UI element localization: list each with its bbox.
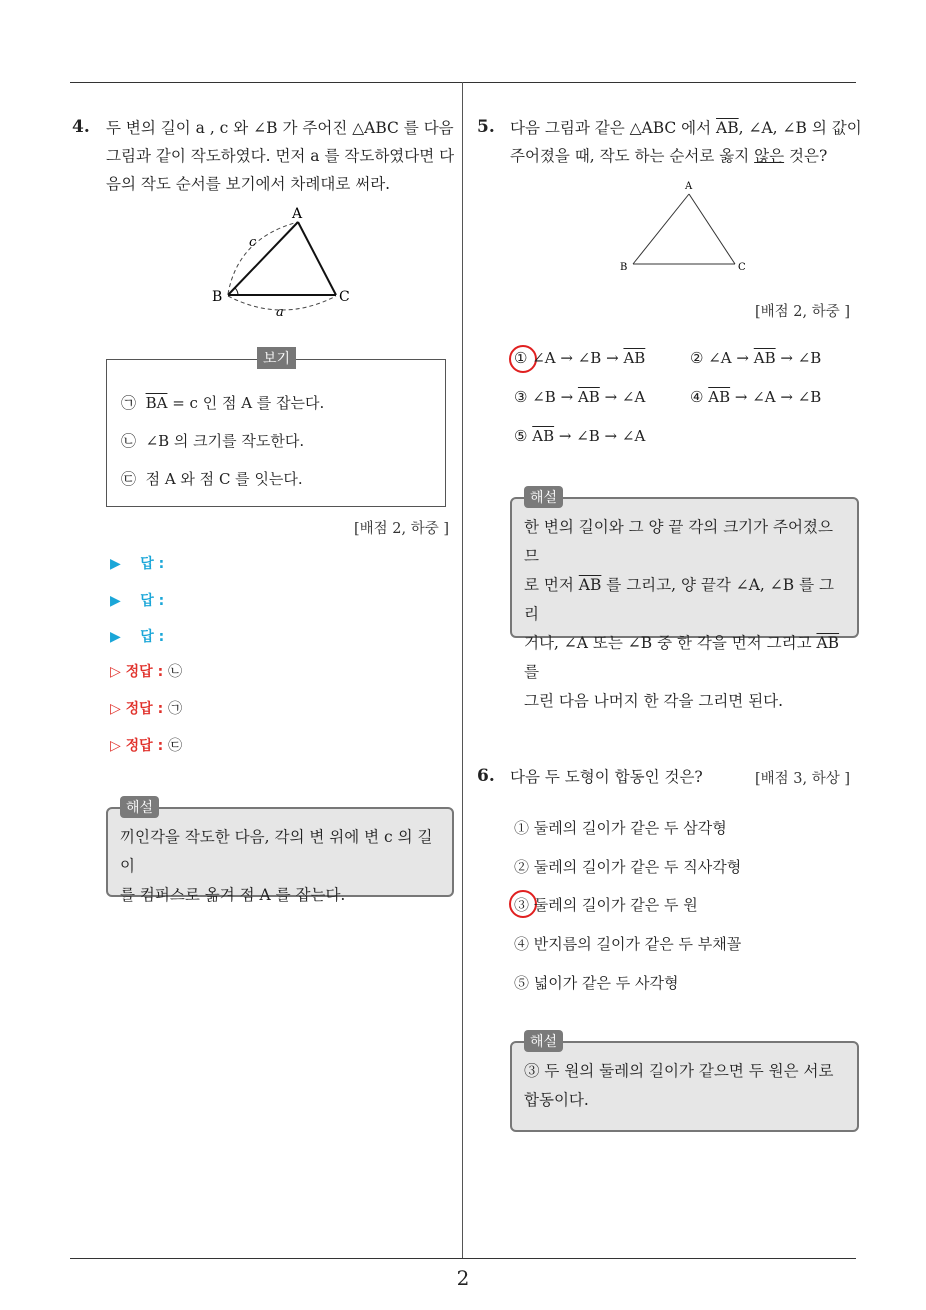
- q5-line-1-b: , ∠A, ∠B 의 값이: [738, 119, 862, 137]
- outline-arrow-icon: ▷: [110, 664, 121, 680]
- q4-label-b-vertex: B: [212, 289, 223, 305]
- q4-bogi-item-2: [121, 430, 304, 451]
- q6-explain-line-2: 합동이다.: [524, 1091, 589, 1109]
- q5-explain-text: [524, 513, 847, 716]
- q5-explain-line-2: [524, 571, 847, 629]
- q6-explain-text: [524, 1057, 847, 1115]
- q5-line-2-underline: 않은: [754, 147, 785, 165]
- q4-number: 4.: [72, 117, 90, 137]
- q5-option-1-text: ∠A → ∠B →: [532, 349, 624, 367]
- q4-correct-value-1: ㉡: [168, 664, 183, 680]
- q5-side-ac: [689, 194, 735, 264]
- q5-option-2-text: ∠A →: [708, 349, 754, 367]
- q5-label-c: C: [738, 262, 746, 273]
- q5-explain-line-3-b: 를: [524, 663, 539, 681]
- q5-explain-line-2-b: 를 그리고, 양 끝각 ∠A, ∠B 를 그리: [524, 576, 834, 623]
- q5-line-1-a: 다음 그림과 같은 △ABC 에서: [510, 119, 717, 137]
- q5-line-2: [510, 142, 862, 170]
- q5-explain-box: [510, 490, 859, 710]
- q5-option-3-text: ∠B →: [532, 388, 578, 406]
- q5-line-1-overline: $\overline{AB}$: [716, 119, 739, 137]
- q5-option-4-overline: $\overline{AB}$: [708, 388, 731, 406]
- q4-bogi-text-3: 점 A 와 점 C 를 잇는다.: [145, 470, 303, 488]
- q6-option-1[interactable]: ① 둘레의 길이가 같은 두 삼각형: [514, 819, 727, 837]
- q4-explain-line-2: 를 컴퍼스로 옮겨 점 A 를 잡는다.: [120, 886, 346, 904]
- q4-side-ba: [228, 222, 298, 295]
- q5-option-2-overline: $\overline{AB}$: [753, 349, 776, 367]
- q4-answer-label-1: 답 :: [140, 556, 165, 572]
- q4-line-3: 음의 작도 순서를 보기에서 차례대로 써라.: [106, 175, 391, 193]
- q5-option-5-overline: $\overline{AB}$: [532, 427, 555, 445]
- q5-option-1-number: ①: [514, 349, 528, 367]
- q5-option-1[interactable]: [514, 349, 645, 367]
- q4-explain-label: 해설: [120, 796, 159, 818]
- q4-correct-label-3: 정답 :: [125, 738, 164, 754]
- q4-label-c-side: c: [249, 235, 257, 250]
- q4-answer-label-2: 답 :: [140, 593, 165, 609]
- outline-arrow-icon: ▷: [110, 701, 121, 717]
- q6-option-4[interactable]: ④ 반지름의 길이가 같은 두 부채꼴: [514, 935, 742, 953]
- q5-option-3-tail: → ∠A: [599, 388, 646, 406]
- q4-correct-row-2: [110, 698, 182, 718]
- q5-explain-label: 해설: [524, 486, 563, 508]
- q4-bogi-label: 보기: [257, 347, 296, 369]
- q6-number: 6.: [477, 766, 495, 786]
- q4-bogi-item-3: [121, 468, 303, 489]
- q5-label-b: B: [620, 262, 628, 273]
- q4-answer-row-1: [110, 553, 164, 573]
- play-arrow-icon: ▶: [110, 593, 121, 609]
- q5-triangle-figure: [615, 178, 755, 273]
- q4-bogi-mark-1: ㉠: [121, 394, 137, 412]
- q5-option-3-overline: $\overline{AB}$: [577, 388, 600, 406]
- play-arrow-icon: ▶: [110, 556, 121, 572]
- q5-option-2[interactable]: [690, 349, 821, 367]
- q4-line-2: 그림과 같이 작도하였다. 먼저 a 를 작도하였다면 다: [106, 147, 455, 165]
- q4-score: [배점 2, 하중 ]: [354, 521, 450, 537]
- q5-explain-line-2-overline: $\overline{AB}$: [578, 576, 602, 594]
- q5-option-5-tail: → ∠B → ∠A: [554, 427, 646, 445]
- q4-answer-row-2: [110, 590, 164, 610]
- q4-angle-b-mark: [235, 288, 238, 295]
- q4-correct-label-2: 정답 :: [125, 701, 164, 717]
- q5-line-2-a: 주어졌을 때, 작도 하는 순서로 옳지: [510, 147, 755, 165]
- q4-bogi-mark-3: ㉢: [121, 470, 137, 488]
- q4-bogi-item-1: [121, 392, 324, 413]
- q5-line-2-b: 것은?: [784, 147, 828, 165]
- q4-correct-row-1: [110, 661, 182, 681]
- q6-explain-line-1: ③ 두 원의 둘레의 길이가 같으면 두 원은 서로: [524, 1062, 834, 1080]
- q5-explain-line-2-a: 로 먼저: [524, 576, 579, 594]
- q4-explain-line-1: 끼인각을 작도한 다음, 각의 변 위에 변 c 의 길이: [120, 828, 433, 875]
- q4-explain-text: [120, 823, 442, 910]
- q5-number: 5.: [477, 117, 495, 137]
- q4-question: [106, 114, 454, 198]
- q6-score: [배점 3, 하상 ]: [755, 771, 851, 787]
- q4-answer-label-3: 답 :: [140, 629, 165, 645]
- q5-option-4-tail: → ∠A → ∠B: [730, 388, 822, 406]
- q5-option-4-number: ④: [690, 388, 704, 406]
- q5-option-5-number: ⑤: [514, 427, 528, 445]
- q5-option-2-number: ②: [690, 349, 704, 367]
- q4-bogi-mark-2: ㉡: [121, 432, 137, 450]
- q5-side-ab: [633, 194, 689, 264]
- q4-bogi-text-1: = c 인 점 A 를 잡는다.: [167, 394, 325, 412]
- q5-explain-line-1: 한 변의 길이와 그 양 끝 각의 크기가 주어졌으므: [524, 518, 833, 565]
- q4-correct-label-1: 정답 :: [125, 664, 164, 680]
- q4-label-c-vertex: C: [339, 289, 350, 305]
- q5-explain-line-3: [524, 629, 847, 687]
- q4-correct-value-3: ㉢: [168, 738, 183, 754]
- q4-label-a-side: a: [276, 305, 284, 320]
- q5-option-3[interactable]: [514, 388, 645, 406]
- q4-bogi-text-2: ∠B 의 크기를 작도한다.: [145, 432, 305, 450]
- q4-bogi-overline-ba: $\overline{BA}$: [145, 394, 168, 412]
- q6-option-2[interactable]: ② 둘레의 길이가 같은 두 직사각형: [514, 858, 742, 876]
- q6-explain-box: [510, 1034, 859, 1132]
- top-rule: [70, 82, 856, 83]
- q4-answer-row-3: [110, 626, 164, 646]
- q5-option-4[interactable]: [690, 388, 821, 406]
- q5-explain-line-3-overline: $\overline{AB}$: [816, 634, 840, 652]
- q4-label-a-vertex: A: [292, 206, 303, 222]
- q6-explain-label: 해설: [524, 1030, 563, 1052]
- q4-correct-row-3: [110, 735, 182, 755]
- q5-score: [배점 2, 하중 ]: [755, 304, 851, 320]
- q4-line-1: 두 변의 길이 a , c 와 ∠B 가 주어진 △ABC 를 다음: [106, 119, 454, 137]
- q5-option-3-number: ③: [514, 388, 528, 406]
- q5-line-1: [510, 114, 862, 142]
- q6-question: 다음 두 도형이 합동인 것은?: [510, 768, 703, 786]
- q4-triangle-figure: [200, 200, 370, 325]
- bottom-rule: [70, 1258, 856, 1259]
- q4-explain-box: [106, 800, 454, 904]
- q6-option-3[interactable]: ③ 둘레의 길이가 같은 두 원: [514, 896, 698, 914]
- column-divider: [462, 82, 463, 1258]
- q6-option-5[interactable]: ⑤ 넓이가 같은 두 사각형: [514, 974, 679, 992]
- q5-option-1-overline: $\overline{AB}$: [623, 349, 646, 367]
- q5-option-2-tail: → ∠B: [775, 349, 822, 367]
- q5-explain-line-3-a: 거나, ∠A 또는 ∠B 중 한 각을 먼저 그리고: [524, 634, 817, 652]
- q5-label-a: A: [685, 181, 693, 192]
- q5-question: [510, 114, 862, 170]
- q4-correct-value-2: ㉠: [168, 701, 183, 717]
- page-number: 2: [456, 1266, 470, 1290]
- play-arrow-icon: ▶: [110, 629, 121, 645]
- outline-arrow-icon: ▷: [110, 738, 121, 754]
- q4-side-ac: [298, 222, 336, 295]
- q5-option-5[interactable]: [514, 427, 645, 445]
- q4-bogi-box: [106, 351, 446, 507]
- q5-explain-line-4: 그린 다음 나머지 한 각을 그리면 된다.: [524, 692, 784, 710]
